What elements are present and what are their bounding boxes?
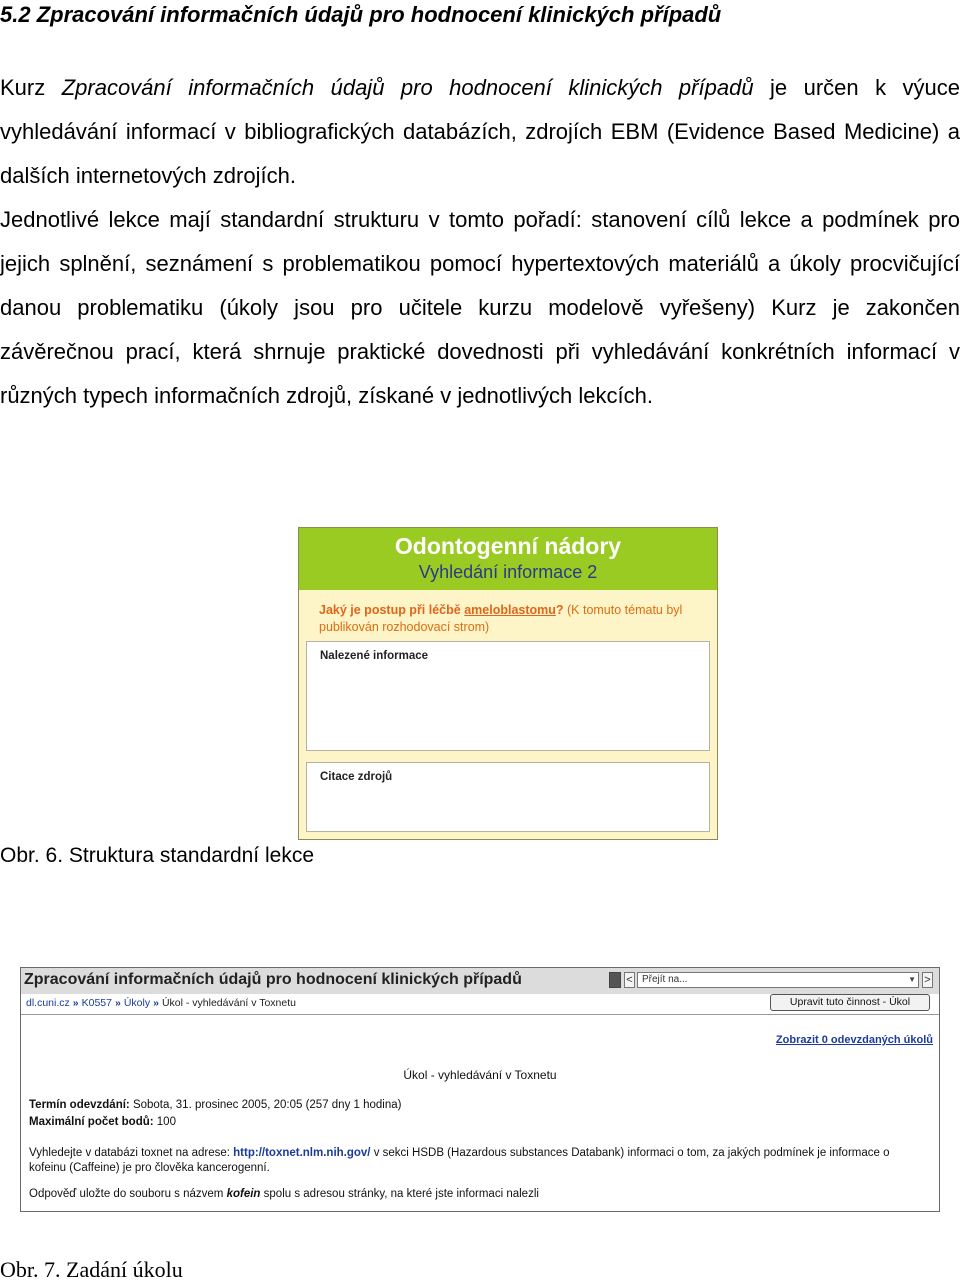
- jump-to-select[interactable]: [637, 972, 919, 988]
- course-title-bar: [21, 968, 939, 994]
- deadline: [29, 1099, 401, 1111]
- intro-rest: je určen k výuce vyhledávání informací v bibliografických databázích, zdrojích EBM (Evidence Based Medicine) a dalších internetových zdrojích.: [0, 75, 960, 188]
- course-title: Zpracování informačních údajů pro hodnocení klinických případů: [24, 971, 522, 988]
- structure-paragraph: Jednotlivé lekce mají standardní strukturu v tomto pořadí: stanovení cílů lekce a podmínek pro jejich splnění, seznámení s problematikou pomocí hypertextových materiálů a úkoly procvičující danou problematiku (úkoly jsou pro učitele kurzu modelově vyřešeny) Kurz je zakončen závěrečnou prací, která shrnuje praktické dovednosti při vyhledávání konkrétních informací v různých typech informačních zdrojů, získané v jednotlivých lekcích.: [0, 207, 960, 408]
- update-activity-button[interactable]: Upravit tuto činnost - Úkol: [770, 994, 930, 1011]
- source-citations-label: Citace zdrojů: [320, 771, 393, 783]
- breadcrumb-separator: »: [115, 997, 121, 1009]
- course-name: Zpracování informačních údajů pro hodnocení klinických případů: [61, 75, 754, 100]
- question-link[interactable]: ameloblastomu: [464, 603, 556, 617]
- chevron-down-icon: ▼: [908, 975, 916, 984]
- breadcrumb-tasks[interactable]: Úkoly: [123, 997, 151, 1009]
- jump-to-label: Přejít na...: [642, 974, 688, 985]
- answer-lead: Odpověď uložte do souboru s názvem: [29, 1188, 227, 1200]
- view-submissions-link[interactable]: Zobrazit 0 odevzdaných úkolů: [775, 1034, 933, 1046]
- section-heading: 5.2 Zpracování informačních údajů pro hodnocení klinických případů: [0, 2, 722, 27]
- instructions-rest: v sekci HSDB (Hazardous substances Databank) informaci o tom, za jakých podmínek je informace o kofeinu (Caffeine) je pro člověka kancerogenní.: [29, 1147, 890, 1174]
- breadcrumb-separator: »: [72, 997, 79, 1009]
- deadline-label: Termín odevzdání:: [29, 1099, 130, 1111]
- breadcrumb-separator: »: [153, 997, 159, 1009]
- figure7-caption: Obr. 7. Zadání úkolu: [0, 1257, 183, 1282]
- found-information-box[interactable]: [306, 641, 710, 751]
- intro-paragraph: [0, 66, 960, 198]
- deadline-value: Sobota, 31. prosinec 2005, 20:05 (257 dny 1 hodina): [129, 1099, 402, 1111]
- answer-filename: kofein: [226, 1188, 261, 1200]
- lesson-header: [299, 528, 717, 590]
- answer-rest: spolu s adresou stránky, na které jste informaci nalezli: [260, 1188, 539, 1200]
- answer-instructions: [29, 1188, 539, 1200]
- divider: [21, 1014, 939, 1015]
- toxnet-link[interactable]: http://toxnet.nlm.nih.gov/: [233, 1147, 371, 1159]
- lesson-subtitle: Vyhledání informace 2: [418, 562, 598, 582]
- intro-lead: Kurz: [0, 75, 62, 100]
- max-points-value: 100: [153, 1116, 176, 1128]
- max-points: [29, 1116, 176, 1128]
- instructions-lead: Vyhledejte v databázi toxnet na adrese:: [29, 1147, 234, 1159]
- next-activity-button[interactable]: >: [922, 972, 933, 988]
- breadcrumb: [26, 997, 296, 1009]
- question-note: (K tomuto tématu byl publikován rozhodovací strom): [319, 603, 683, 634]
- question-mark: ?: [555, 603, 567, 617]
- breadcrumb-site[interactable]: dl.cuni.cz: [26, 997, 70, 1009]
- max-points-label: Maximální počet bodů:: [29, 1116, 154, 1128]
- found-information-label: Nalezené informace: [320, 650, 429, 662]
- question-text: Jaký je postup při léčbě: [319, 603, 465, 617]
- lesson-question: [319, 602, 699, 636]
- breadcrumb-course[interactable]: K0557: [81, 997, 112, 1009]
- page-icon[interactable]: [609, 972, 621, 988]
- task-assignment-figure: [20, 967, 940, 1212]
- figure6-caption: Obr. 6. Struktura standardní lekce: [0, 844, 314, 867]
- lesson-structure-figure: [298, 527, 718, 840]
- prev-activity-button[interactable]: <: [624, 972, 635, 988]
- source-citations-box[interactable]: [306, 762, 710, 832]
- task-instructions: [29, 1146, 909, 1176]
- breadcrumb-current: Úkol - vyhledávání v Toxnetu: [161, 997, 296, 1009]
- task-title: Úkol - vyhledávání v Toxnetu: [403, 1068, 557, 1082]
- lesson-title: Odontogenní nádory: [394, 533, 622, 559]
